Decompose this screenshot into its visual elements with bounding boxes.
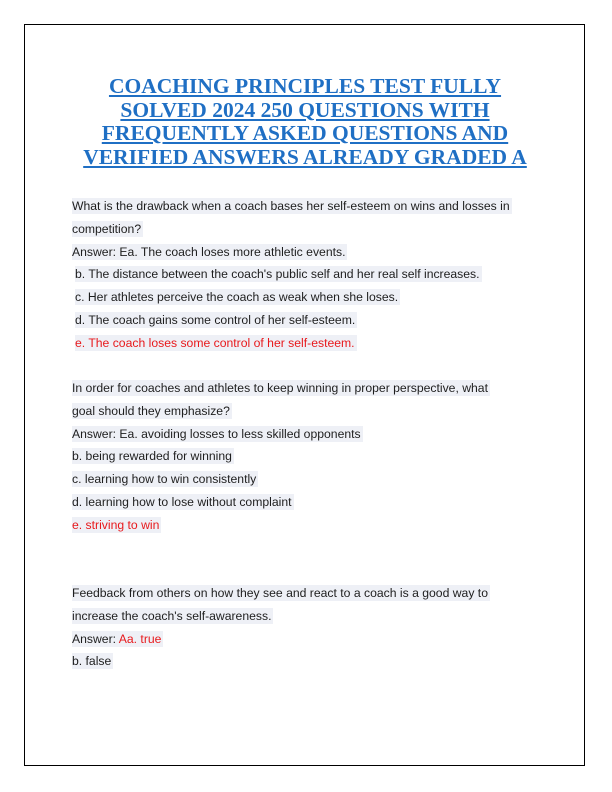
- question-2-text-line-1: In order for coaches and athletes to keep winning in proper perspective, what: [72, 381, 488, 395]
- question-3-option-b: b. false: [72, 654, 112, 669]
- question-3-option-a-correct: Aa. true: [118, 631, 162, 646]
- document-title: [60, 75, 550, 169]
- question-2-option-a: a. avoiding losses to less skilled opponents: [127, 426, 361, 441]
- question-2-option-d: d. learning how to lose without complaint: [72, 494, 292, 509]
- question-1-block: [72, 195, 542, 355]
- question-1-option-d: d. The coach gains some control of her self-esteem.: [75, 312, 356, 327]
- question-3-text-line-1: Feedback from others on how they see and react to a coach is a good way to: [72, 586, 488, 600]
- answer-prefix: Answer: E: [72, 244, 128, 259]
- question-1-option-e-correct: e. The coach loses some control of her self-esteem.: [75, 335, 355, 350]
- question-1-answer-line: [72, 244, 347, 260]
- question-1-option-a: a. The coach loses more athletic events.: [127, 244, 346, 259]
- question-2-block: [72, 377, 542, 537]
- title-line-1: COACHING PRINCIPLES TEST FULLY: [108, 74, 502, 98]
- title-line-3: FREQUENTLY ASKED QUESTIONS AND: [101, 121, 509, 145]
- answer-prefix: Answer:: [72, 631, 119, 646]
- question-1-text-line-2: competition?: [72, 221, 142, 236]
- title-line-4: VERIFIED ANSWERS ALREADY GRADED A: [83, 144, 527, 169]
- question-3-text-line-2: increase the coach's self-awareness.: [72, 608, 272, 623]
- question-2-option-b: b. being rewarded for winning: [72, 449, 232, 464]
- question-2-text-line-2: goal should they emphasize?: [72, 403, 230, 418]
- question-3-block: [72, 582, 542, 673]
- answer-prefix: Answer: E: [72, 426, 128, 441]
- question-3-answer-line: [72, 631, 163, 647]
- question-2-option-e-correct: e. striving to win: [72, 517, 160, 532]
- question-1-option-b: b. The distance between the coach's public self and her real self increases.: [75, 267, 480, 282]
- title-line-2: SOLVED 2024 250 QUESTIONS WITH: [120, 97, 490, 122]
- question-2-option-c: c. learning how to win consistently: [72, 472, 257, 487]
- question-1-text-line-1: What is the drawback when a coach bases her self-esteem on wins and losses in: [72, 199, 510, 213]
- question-1-option-c: c. Her athletes perceive the coach as weak when she loses.: [75, 290, 399, 305]
- question-2-answer-line: [72, 426, 363, 442]
